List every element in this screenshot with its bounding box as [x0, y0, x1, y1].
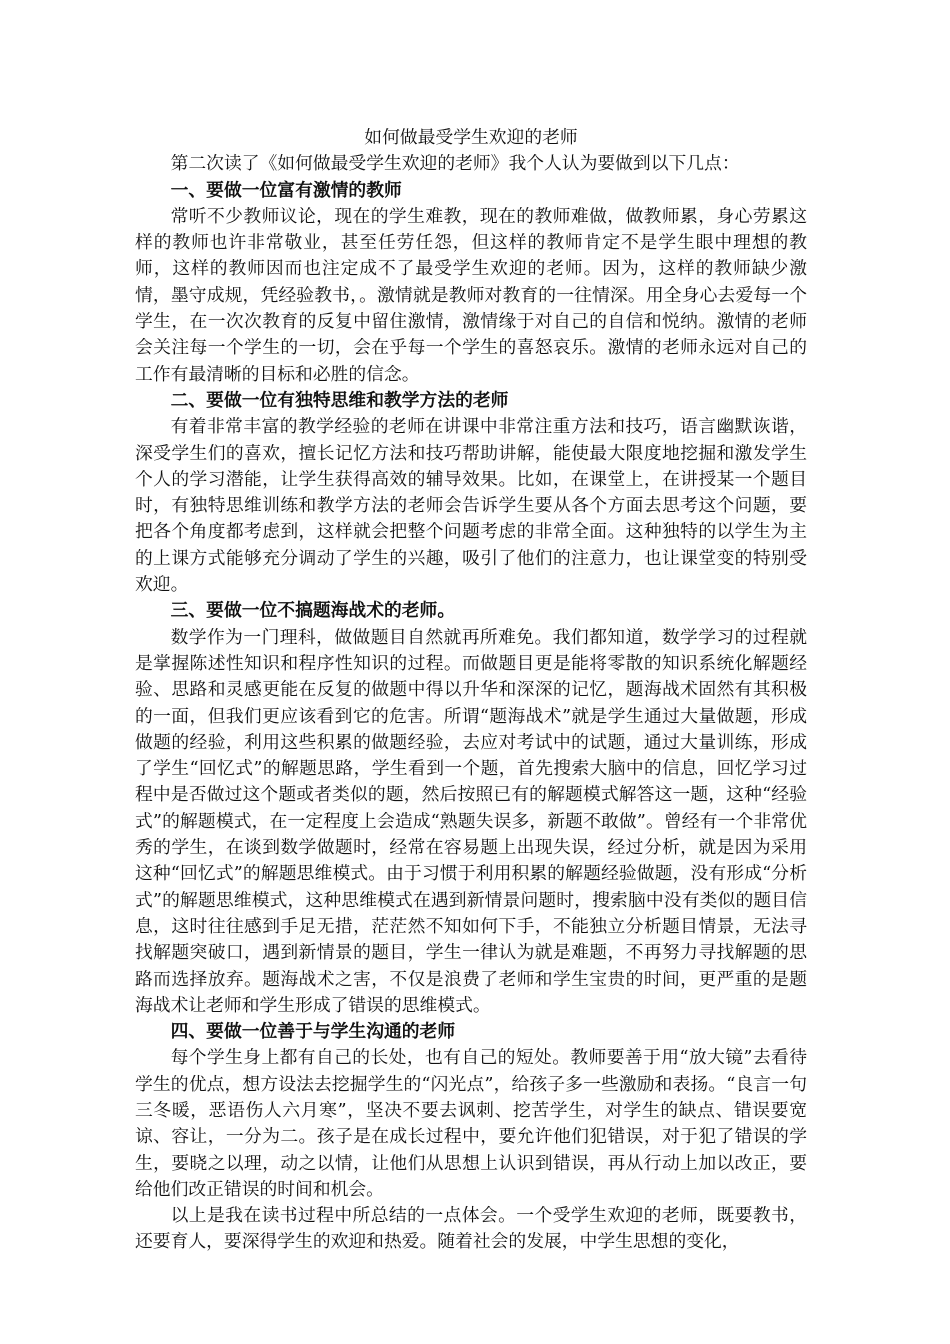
section-heading-3: 三、要做一位不搞题海战术的老师。 [170, 600, 456, 622]
section-body-4: 每个学生身上都有自己的长处，也有自己的短处。教师要善于用“放大镜”去看待学生的优点，想方设法去挖掘学生的“闪光点”，给孩子多一些激励和表扬。“良言一句三冬暖，恶语伤人六月寒”，坚决不要去讽刺、挖苦学生，对学生的缺点、错误要宽谅、容让，一分为二。孩子是在成长过程中，要允许他们犯错误，对于犯了错误的学生，要晓之以理，动之以情，让他们从思想上认识到错误，再从行动上加以改正，要给他们改正错误的时间和机会。 [135, 1047, 807, 1200]
section-body-2: 有着非常丰富的教学经验的老师在讲课中非常注重方法和技巧，语言幽默诙谐，深受学生们的喜欢，擅长记忆方法和技巧帮助讲解，能使最大限度地挖掘和激发学生个人的学习潜能，让学生获得高效的辅导效果。比如，在课堂上，在讲授某一个题目时，有独特思维训练和教学方法的老师会告诉学生要从各个方面去思考这个问题，要把各个角度都考虑到，这样就会把整个问题考虑的非常全面。这种独特的以学生为主的上课方式能够充分调动了学生的兴趣，吸引了他们的注意力，也让课堂变的特别受欢迎。 [135, 416, 807, 596]
section-body-1: 常听不少教师议论，现在的学生难教，现在的教师难做，做教师累，身心劳累这样的教师也许非常敬业，甚至任劳任怨，但这样的教师肯定不是学生眼中理想的教师，这样的教师因而也注定成不了最受学生欢迎的老师。因为，这样的教师缺少激情，墨守成规，凭经验教书，。激情就是教师对教育的一往情深。用全身心去爱每一个学生，在一次次教育的反复中留住激情，激情缘于对自己的自信和悦纳。激情的老师会关注每一个学生的一切，会在乎每一个学生的喜怒哀乐。激情的老师永远对自己的工作有最清晰的目标和必胜的信念。 [135, 205, 807, 385]
section-body-3: 数学作为一门理科，做做题目自然就再所难免。我们都知道，数学学习的过程就是掌握陈述性知识和程序性知识的过程。而做题目更是能将零散的知识系统化解题经验、思路和灵感更能在反复的做题中得以升华和深深的记忆，题海战术固然有其积极的一面，但我们更应该看到它的危害。所谓“题海战术”就是学生通过大量做题，形成做题的经验，利用这些积累的做题经验，去应对考试中的试题，通过大量训练，形成了学生“回忆式”的解题思路，学生看到一个题，首先搜索大脑中的信息，回忆学习过程中是否做过这个题或者类似的题，然后按照已有的解题模式解答这一题，这种“经验式”的解题模式，在一定程度上会造成“熟题失误多，新题不敢做”。曾经有一个非常优秀的学生，在谈到数学做题时，经常在容易题上出现失误，经过分析，就是因为采用这种“回忆式”的解题思维模式。由于习惯于利用积累的解题经验做题，没有形成“分析式”的解题思维模式，这种思维模式在遇到新情景问题时，搜索脑中没有类似的题目信息，这时往往感到手足无措，茫茫然不知如何下手，不能独立分析题目情景，无法寻找解题突破口，遇到新情景的题目，学生一律认为就是难题，不再努力寻找解题的思路而选择放弃。题海战术之害，不仅是浪费了老师和学生宝贵的时间，更严重的是题海战术让老师和学生形成了错误的思维模式。 [135, 626, 807, 1016]
conclusion-paragraph: 以上是我在读书过程中所总结的一点体会。一个受学生欢迎的老师，既要教书，还要育人，要深得学生的欢迎和热爱。随着社会的发展，中学生思想的变化， [135, 1205, 807, 1253]
document-page [135, 125, 807, 1256]
document-title: 如何做最受学生欢迎的老师 [364, 127, 578, 148]
section-heading-1: 一、要做一位富有激情的教师 [170, 179, 402, 201]
intro-paragraph: 第二次读了《如何做最受学生欢迎的老师》我个人认为要做到以下几点： [170, 153, 740, 175]
section-heading-4: 四、要做一位善于与学生沟通的老师 [170, 1021, 456, 1043]
section-heading-2: 二、要做一位有独特思维和教学方法的老师 [170, 389, 509, 411]
